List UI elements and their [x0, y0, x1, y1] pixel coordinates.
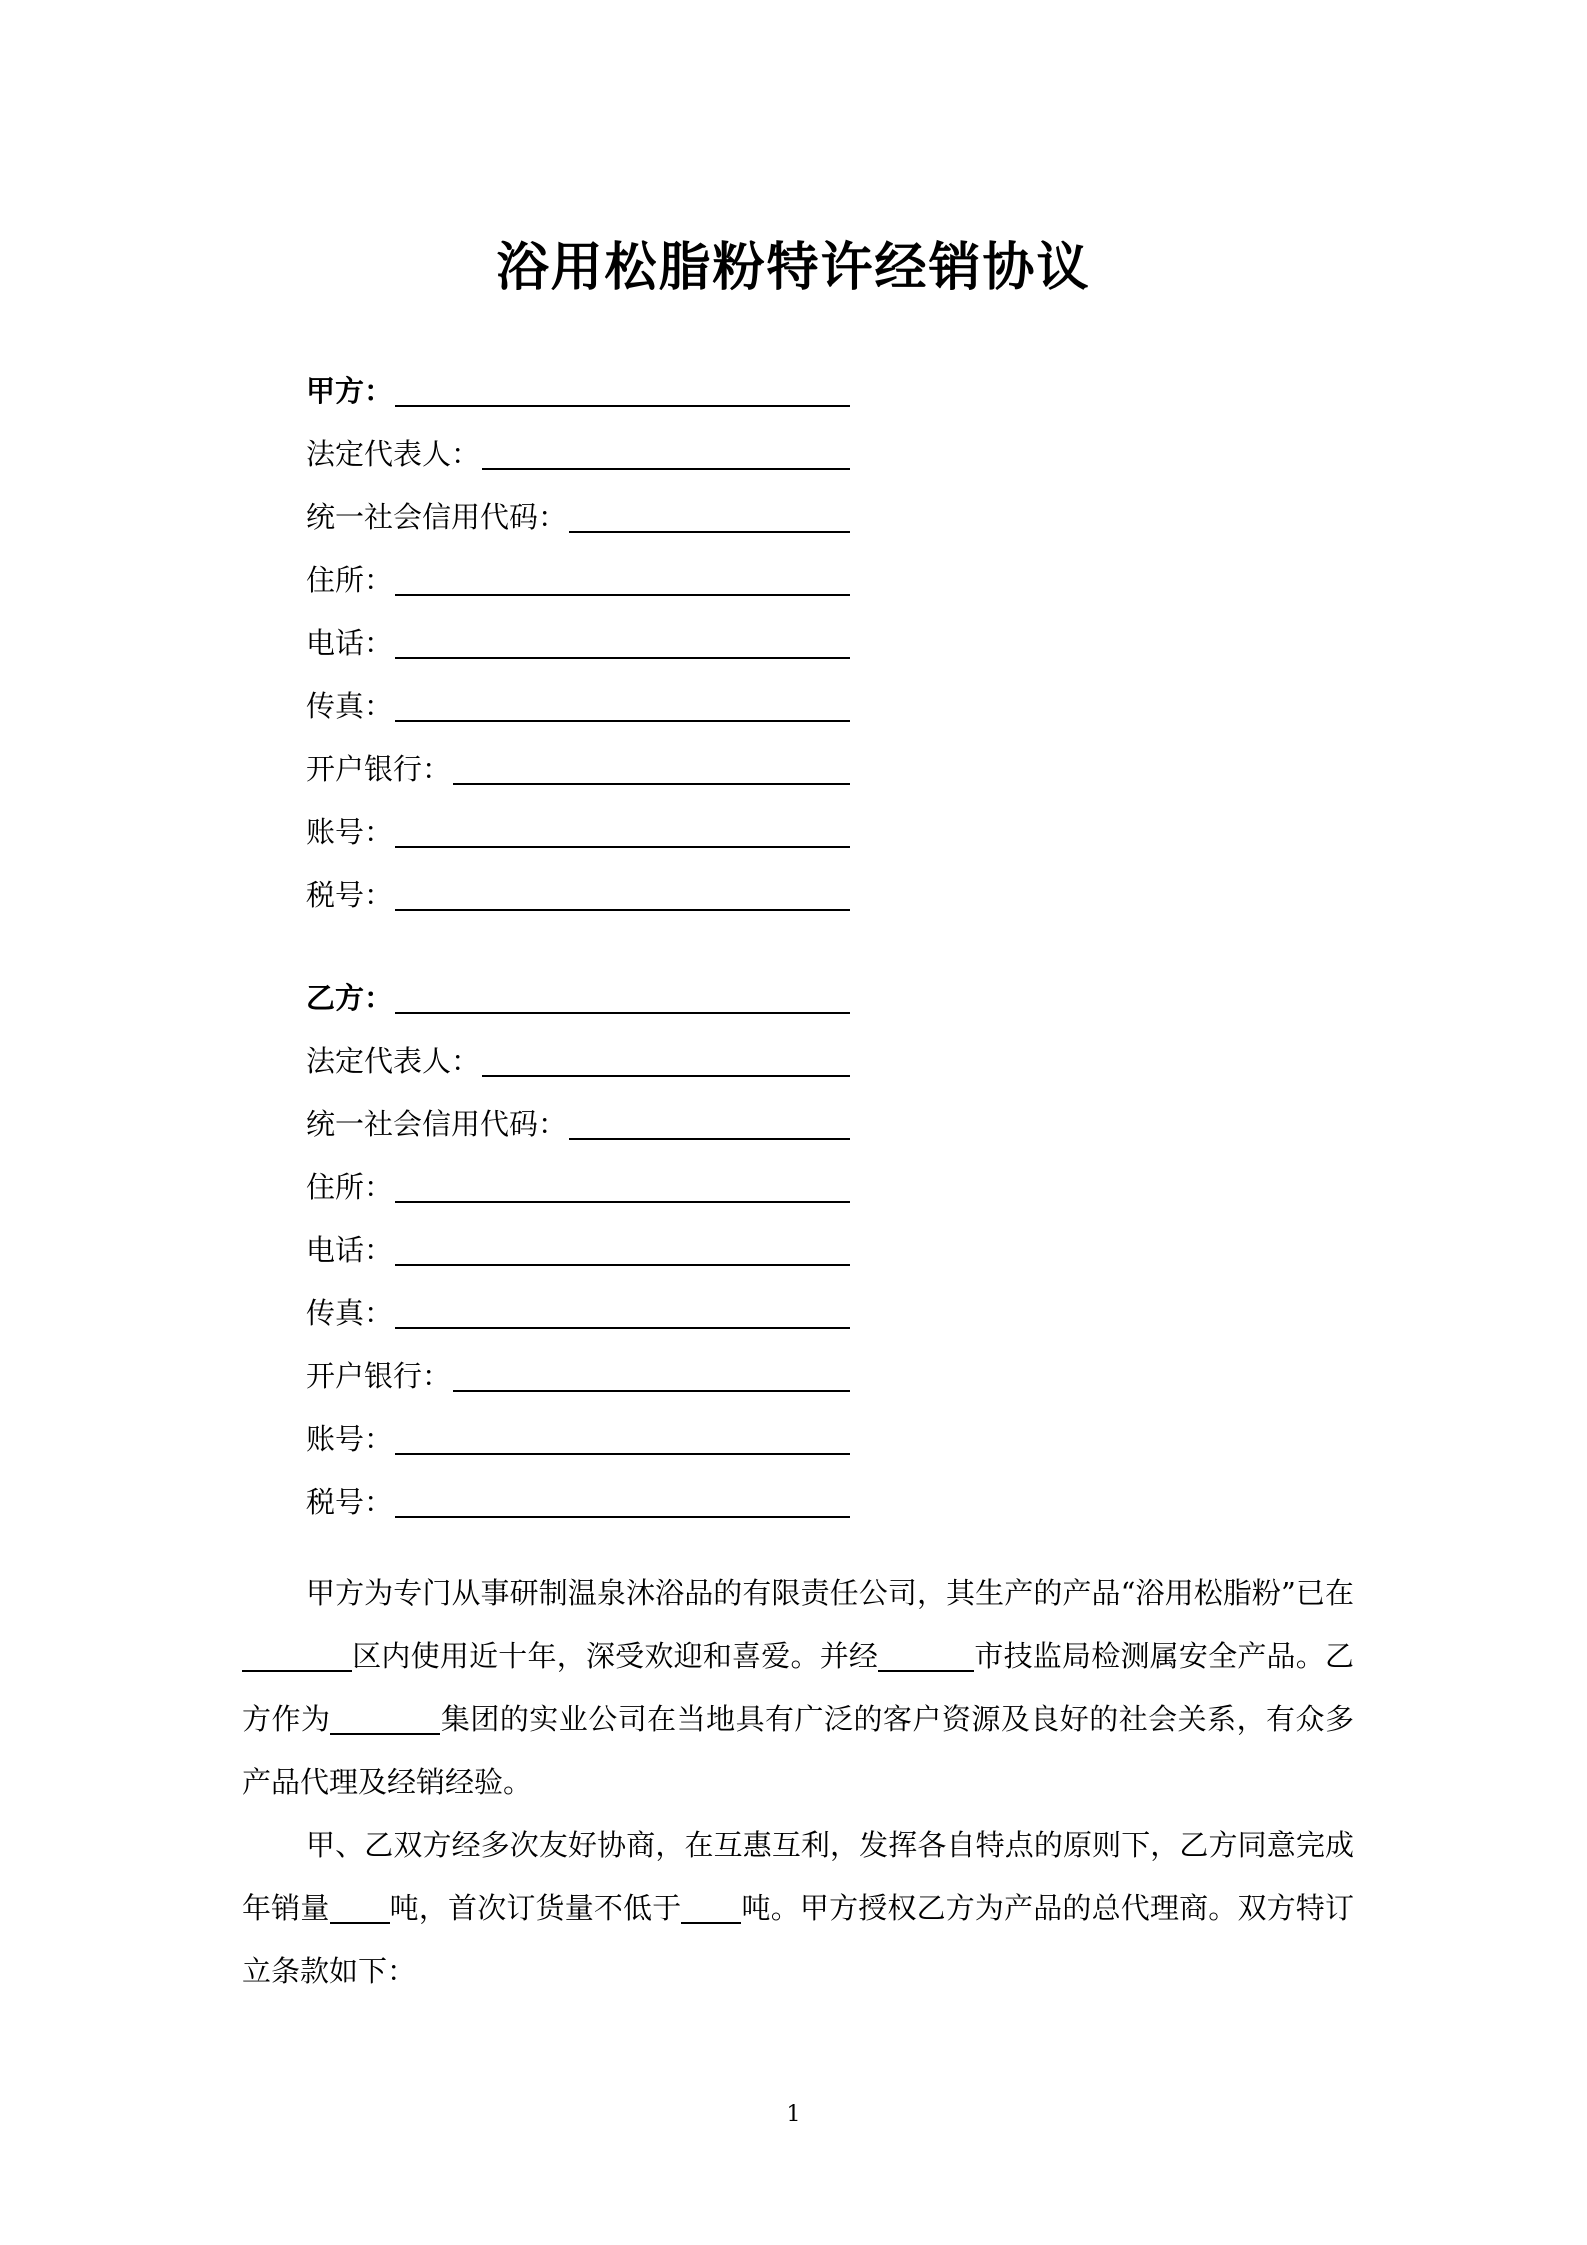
field-label: 账号： [306, 1422, 394, 1456]
fill-blank [569, 495, 850, 533]
party-b-address-field [306, 1144, 850, 1207]
field-label: 税号： [306, 878, 394, 912]
background-paragraph [242, 1562, 1354, 1814]
paragraph-text: 甲、乙双方经多次友好协商，在互惠互利，发挥各自特点的原则下，乙方同意完成年销量 [242, 1828, 1354, 1925]
party-a-address-field [306, 537, 850, 600]
region-blank [242, 1640, 352, 1672]
fill-blank [395, 1417, 850, 1455]
first-order-blank [681, 1892, 741, 1924]
party-b-legal-rep-field [306, 1018, 850, 1081]
party-b-credit-code-field [306, 1081, 850, 1144]
fill-blank [395, 810, 850, 848]
fill-blank [453, 747, 850, 785]
fill-blank [395, 621, 850, 659]
field-label: 法定代表人： [306, 1044, 481, 1078]
party-b-account-field [306, 1396, 850, 1459]
party-a-name-blank [395, 369, 850, 407]
agreement-body [242, 1562, 1354, 2003]
fill-blank [395, 684, 850, 722]
party-b-phone-field [306, 1207, 850, 1270]
field-label: 电话： [306, 1233, 394, 1267]
party-a-bank-field [306, 726, 850, 789]
paragraph-text: 吨。甲方授权乙方为产品的总代理商。双方特订立条款如下： [242, 1891, 1354, 1988]
party-b-fax-field [306, 1270, 850, 1333]
party-b-name-field [306, 955, 850, 1018]
party-a-legal-rep-field [306, 411, 850, 474]
page-number: 1 [786, 2102, 801, 2127]
annual-volume-blank [330, 1892, 390, 1924]
fill-blank [453, 1354, 850, 1392]
party-a-phone-field [306, 600, 850, 663]
fill-blank [482, 1039, 850, 1077]
fill-blank [482, 432, 850, 470]
paragraph-text: 吨，首次订货量不低于 [389, 1891, 682, 1925]
field-label: 开户银行： [306, 1359, 452, 1393]
party-b-bank-field [306, 1333, 850, 1396]
field-label: 统一社会信用代码： [306, 1107, 568, 1141]
field-label: 传真： [306, 1296, 394, 1330]
document-title: 浴用松脂粉特许经销协议 [496, 237, 1091, 298]
group-blank [330, 1703, 440, 1735]
city-blank [878, 1640, 974, 1672]
field-label: 电话： [306, 626, 394, 660]
party-b-section [306, 955, 850, 1522]
field-label: 法定代表人： [306, 437, 481, 471]
fill-blank [395, 1291, 850, 1329]
party-b-heading: 乙方： [306, 981, 394, 1015]
party-a-credit-code-field [306, 474, 850, 537]
field-label: 账号： [306, 815, 394, 849]
party-a-fax-field [306, 663, 850, 726]
field-label: 住所： [306, 563, 394, 597]
paragraph-text: 集团的实业公司在当地具有广泛的客户资源及良好的社会关系，有众多产品代理及经销经验。 [242, 1702, 1354, 1799]
paragraph-text: 甲方为专门从事研制温泉沐浴品的有限责任公司，其生产的产品“浴用松脂粉”已在 [306, 1576, 1354, 1610]
paragraph-text: 区内使用近十年，深受欢迎和喜爱。并经 [352, 1639, 879, 1673]
fill-blank [569, 1102, 850, 1140]
party-a-section [306, 348, 850, 915]
party-b-tax-id-field [306, 1459, 850, 1522]
field-label: 住所： [306, 1170, 394, 1204]
fill-blank [395, 1228, 850, 1266]
fill-blank [395, 1480, 850, 1518]
field-label: 税号： [306, 1485, 394, 1519]
field-label: 统一社会信用代码： [306, 500, 568, 534]
fill-blank [395, 1165, 850, 1203]
agreement-terms-paragraph [242, 1814, 1354, 2003]
field-label: 开户银行： [306, 752, 452, 786]
field-label: 传真： [306, 689, 394, 723]
fill-blank [395, 558, 850, 596]
paragraph-text: 市技监局检测属安全产品。乙方作为 [242, 1639, 1354, 1736]
fill-blank [395, 873, 850, 911]
party-a-heading: 甲方： [306, 374, 394, 408]
party-a-tax-id-field [306, 852, 850, 915]
party-b-name-blank [395, 976, 850, 1014]
party-a-name-field [306, 348, 850, 411]
party-a-account-field [306, 789, 850, 852]
